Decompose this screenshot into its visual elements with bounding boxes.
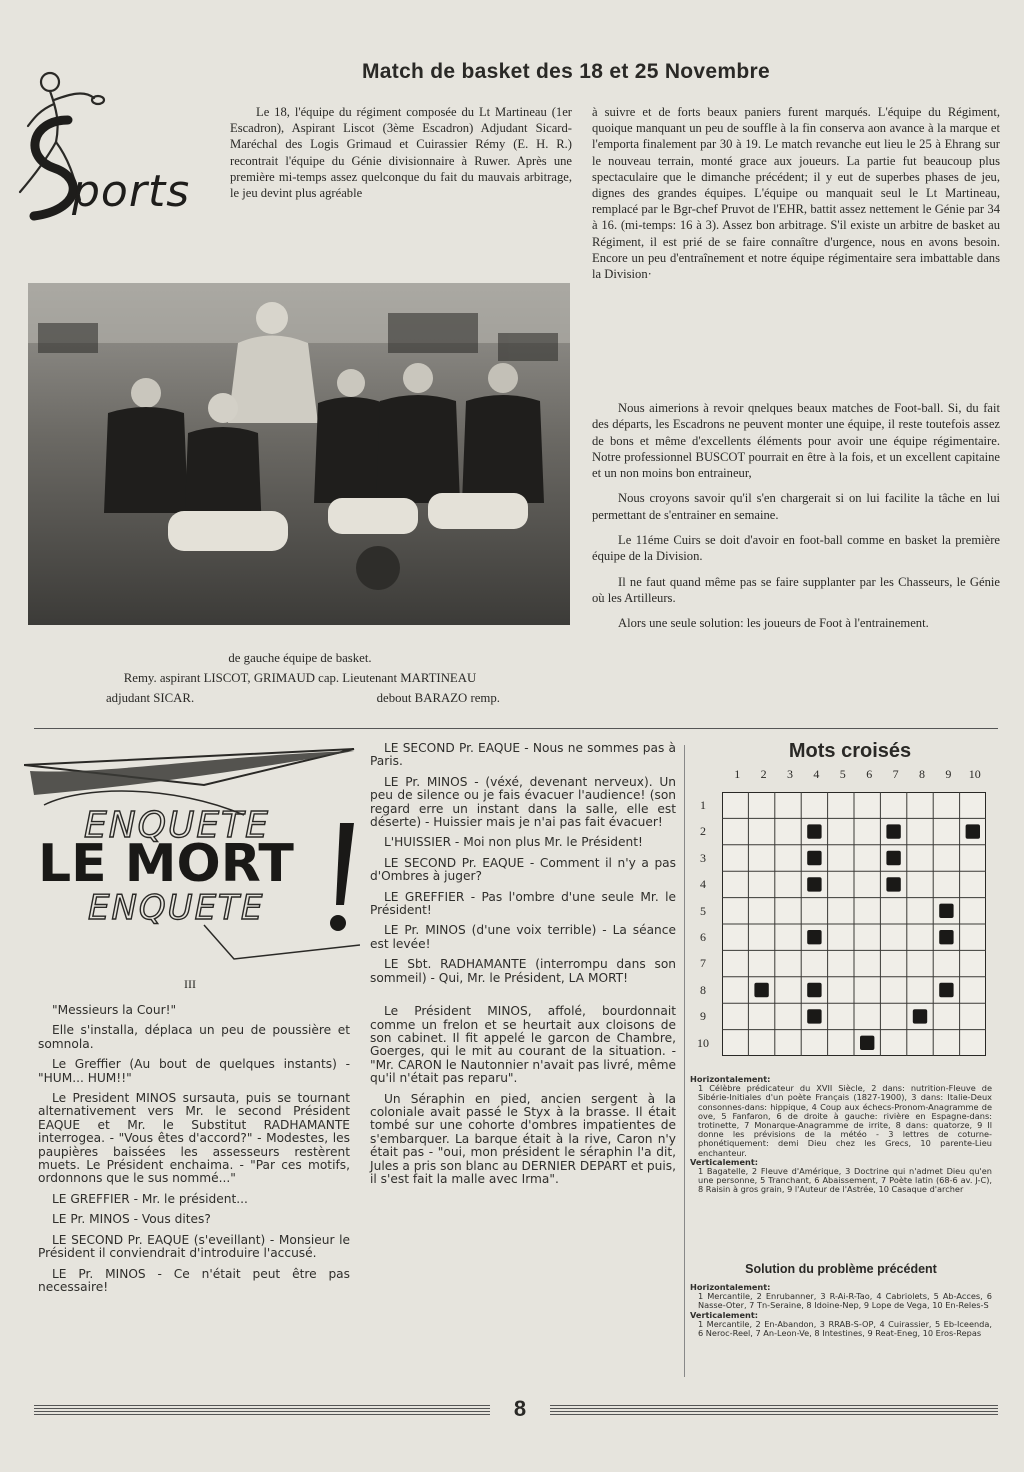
story-paragraph: LE Pr. MINOS - (véxé, devenant nerveux). Un peu de silence ou je fais évacuer l'audience! (son regard erre un instant dans la salle, elle est déserte) - Huissier mais je n'ai pas fait évacuer! [370, 774, 676, 830]
row-number: 3 [700, 850, 706, 865]
logo-le-mort: LE MORT [38, 834, 294, 894]
clues-horizontal: 1 Célèbre prédicateur du XVII Siècle, 2 dans: nutrition-Fleuve de Sibérie-Initiales d'un poète Français (1827-1900), 3 dans: Italie-Deux consonnes-dans: hippique, 4 Coup aux échecs-Pronom-Anagramme de ove, 5 Fanfaron, 6 de droite à gauche: rivière en Espagne-dans: trotinette, 7 Monarque-Anagramme de irrite, 8 dans: quatorze, 9 Il donne les prévisions de la météo - 3 lettres de coturne-phonétiquement: demi Dieu chez les Grecs, 10 parente-Lieu enchanteur. [698, 1083, 992, 1158]
caption-part: adjudant SICAR. [106, 691, 195, 705]
black-cell [886, 877, 900, 891]
logo-enquete-top: ENQUETE [84, 805, 270, 846]
football-paragraph: Il ne faut quand même pas se faire supplanter par les Chasseurs, le Génie où les Artilleurs. [592, 574, 1000, 605]
row-number: 1 [700, 798, 706, 812]
crossword-grid [722, 792, 986, 1056]
black-cell [886, 851, 900, 865]
story-paragraph: LE GREFFIER - Pas l'ombre d'une seule Mr. le Président! [370, 889, 676, 918]
black-cell [807, 1009, 821, 1023]
story-paragraph: LE Pr. MINOS - Ce n'était peut être pas necessaire! [38, 1266, 350, 1294]
story-paragraph: Le Président MINOS, affolé, bourdonnait comme un frelon et se heurtait aux cloisons de son cabinet. Il fit appelé le garcon de Chambre, Goerges, qui le mit au courant de la situation. - "Mr. CARON le Nautonnier n'avait pas livré, même qu'il n'était pas reparu". [370, 1004, 676, 1086]
row-number: 2 [700, 824, 706, 839]
article-title: Match de basket des 18 et 25 Novembre [362, 60, 770, 83]
black-cell [807, 983, 821, 997]
football-paragraph: Nous croyons savoir qu'il s'en chargerait si on lui facilite la tâche en lui permettant de s'entrainer en semaine. [592, 491, 1000, 522]
black-cell [807, 824, 821, 838]
story-paragraph: LE GREFFIER - Mr. le président... [52, 1191, 248, 1206]
enquete-le-mort-logo [24, 745, 360, 971]
solution-title: Solution du problème précédent [745, 1262, 937, 1276]
clues-heading-vertical: Verticalement: [690, 1156, 759, 1167]
clues-heading-horizontal: Horizontalement: [690, 1074, 771, 1084]
row-number: 5 [700, 903, 706, 918]
black-cell [913, 1009, 927, 1023]
solution-vertical: 1 Mercantile, 2 En-Abandon, 3 RRAB-S-OP, 4 Cuirassier, 5 Eb-Iceenda, 6 Neroc-Reel, 7 An-Leon-Ve, 8 Intestines, 9 Reat-Eneg, 10 Eros-Repas [698, 1318, 992, 1339]
crossword-title: Mots croisés [788, 740, 912, 762]
column-number: 7 [892, 767, 899, 781]
story-paragraph: LE SECOND Pr. EAQUE (s'eveillant) - Monsieur le Président il conviendrait d'introduire l'accusé. [38, 1232, 350, 1261]
column-number: 10 [968, 767, 981, 781]
story-paragraph: LE SECOND Pr. EAQUE - Comment il n'y a pas d'Ombres à juger? [370, 855, 676, 884]
football-paragraph: Alors une seule solution: les joueurs de Foot à l'entrainement. [618, 616, 929, 631]
story-column-2 [370, 742, 676, 1193]
story-paragraph: "Messieurs la Cour!" [52, 1003, 177, 1017]
column-rule [684, 745, 685, 1377]
column-number: 8 [918, 767, 925, 781]
basket-paragraph-continued: à suivre et de forts beaux paniers furent marqués. L'équipe du Régiment, quoique manquant un peu de souffle à la fin conserva aon avance à la marque et l'emporta finalement par 30 à 19. Le match revanche eut lieu le 25 à Ehrang sur le nouveau terrain, monté grace aux joueurs. La partie fut beaucoup plus spectaculaire que le dimanche précédent; il y eut de superbes phases de jeu, dignes des grandes équipes. L'équipe ou manquait seul le Lt Martineau, remplacé par le Bgr-chef Pruvot de l'EHR, battit assez nettement le Génie par 34 à 16. (mi-temps: 16 à 3). Assez bon arbitrage. S'il existe un arbitre de basket au Régiment, il est prié de se faire connaître d'urgence, nous en avons besoin. Encore un peu d'entraînement et notre équipe régimentaire sera imbattable dans la Division· [592, 105, 1000, 282]
row-number: 4 [700, 877, 706, 892]
story-paragraph: Elle s'installa, déplaca un peu de poussière et somnola. [38, 1023, 350, 1051]
story-paragraph: Le President MINOS sursauta, puis se tournant alternativement vers Mr. le second Président EAQUE et Mr. le Substitut RADHAMANTE interrogea. - "Vous êtes d'accord?" - Modestes, les paupières baissées les assesseurs restèrent muets. Le Président enchaima. - "Par ces motifs, ordonnons que le sus nommé..." [38, 1091, 350, 1186]
story-paragraph: Un Séraphin en pied, ancien sergent à la coloniale avait passé le Styx à la brasse. Il était tombé sur une cohorte d'ombres impatientes de s'embarquer. La barque était à la rive, Caron n'y était pas - "oui, mon président le séraphin l'a dit, Jules a pris son blanc au DERNIER DEPART et puis, il s'est fait la malle avec Irma". [370, 1091, 676, 1186]
black-cell [886, 824, 900, 838]
basketball-team-photo [28, 283, 570, 625]
column-number: 9 [945, 767, 952, 781]
story-paragraph: LE Pr. MINOS - Vous dites? [52, 1212, 211, 1227]
row-number: 6 [700, 930, 706, 944]
football-article [592, 400, 1000, 641]
row-number: 10 [697, 1035, 709, 1050]
black-cell [939, 930, 953, 944]
basket-article-col1 [230, 104, 572, 201]
black-cell [807, 930, 821, 944]
photo-caption [40, 648, 560, 708]
story-paragraph: LE Sbt. RADHAMANTE (interrompu dans son sommeil) - Qui, Mr. le Président, LA MORT! [370, 957, 676, 985]
story-column-1 [38, 1004, 350, 1301]
footer-rule-right [550, 1405, 998, 1415]
story-paragraph: LE SECOND Pr. EAQUE - Nous ne sommes pas à Paris. [370, 741, 676, 769]
row-number: 9 [700, 1009, 706, 1024]
solution-heading-horizontal: Horizontalement: [690, 1282, 771, 1292]
black-cell [807, 851, 821, 865]
column-number: 5 [839, 767, 846, 781]
clues-vertical: 1 Bagatelle, 2 Fleuve d'Amérique, 3 Doctrine qui n'admet Dieu qu'en une personne, 5 Tranchant, 6 Abaissement, 7 Poète latin (68-6 av. J-C), 8 Raisin à gros grain, 9 l'Auteur de l'Astrée, 10 Casaque d'archer [698, 1166, 992, 1195]
basket-paragraph: Le 18, l'équipe du régiment composée du Lt Martineau (1er Escadron), Aspirant Liscot (3ème Escadron) Adjudant Sicard-Maréchal des Logis Grimaud et Cuirassier Rémy (E. H. R.) recontrait l'équipe du Génie divisionnaire à Ruwer. Après une première mi-temps assez quelconque du fait du mauvais arbitrage, le jeu devint plus agréable [230, 105, 572, 201]
crossword-row-numbers [690, 792, 716, 1056]
column-number: 6 [866, 767, 873, 781]
solution-text [690, 1283, 992, 1338]
chapter-number: III [184, 977, 196, 991]
row-number: 7 [700, 956, 706, 971]
caption-line [40, 688, 560, 708]
section-divider [34, 728, 998, 729]
basket-article-col2 [592, 104, 1000, 282]
caption-line: de gauche équipe de basket. [228, 651, 372, 665]
crossword-clues [690, 1075, 992, 1195]
solution-horizontal: 1 Mercantile, 2 Enrubanner, 3 R-Ai-R-Tao, 4 Cabriolets, 5 Ab-Acces, 6 Nasse-Oter, 7 Tn-Seraine, 8 Idoine-Nep, 9 Lope de Vega, 10 En-Reles-S [698, 1291, 992, 1311]
black-cell [966, 824, 980, 838]
footer-rule-left [34, 1405, 490, 1415]
black-cell [754, 983, 768, 997]
caption-line: Remy. aspirant LISCOT, GRIMAUD cap. Lieutenant MARTINEAU [123, 671, 477, 685]
sports-title-word: ports [72, 166, 191, 217]
page-number: 8 [513, 1396, 527, 1421]
story-paragraph: Le Greffier (Au bout de quelques instants) - "HUM... HUM!!" [38, 1057, 350, 1085]
black-cell [807, 877, 821, 891]
story-paragraph: L'HUISSIER - Moi non plus Mr. le Président! [384, 835, 643, 850]
column-number: 2 [760, 767, 767, 781]
column-number: 3 [786, 767, 793, 781]
black-cell [939, 904, 953, 918]
black-cell [939, 983, 953, 997]
crossword-column-numbers [724, 767, 988, 783]
caption-part: debout BARAZO remp. [376, 691, 500, 705]
football-paragraph: Le 11éme Cuirs se doit d'avoir en foot-ball comme en basket la première équipe de la Division. [592, 533, 1000, 564]
story-paragraph: LE Pr. MINOS (d'une voix terrible) - La séance est levée! [370, 923, 676, 951]
column-number: 4 [813, 767, 820, 781]
black-cell [860, 1036, 874, 1050]
solution-heading-vertical: Verticalement: [690, 1309, 759, 1320]
football-paragraph: Nous aimerions à revoir qnelques beaux matches de Foot-ball. Si, du fait des départs, les Escadrons ne peuvent monter une équipe, il reste toutefois assez de bons et même d'excellents éléments pour avoir une équipe régimentaire. Notre professionnel BUSCOT pourrait en être à la fois, et un excellent capitaine et un non moins bon entraineur, [592, 401, 1000, 481]
column-number: 1 [734, 767, 741, 781]
logo-enquete-bottom: ENQUETE [88, 888, 265, 928]
row-number: 8 [700, 982, 706, 997]
